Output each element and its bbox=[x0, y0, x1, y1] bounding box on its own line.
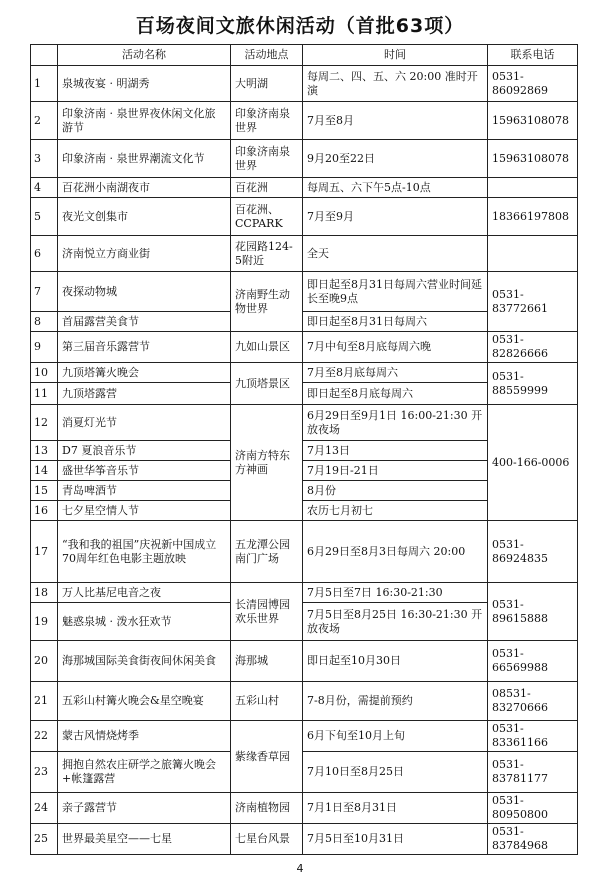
activity-time: 7月至9月 bbox=[303, 198, 488, 236]
activity-time: 全天 bbox=[303, 236, 488, 272]
table-header-row bbox=[31, 45, 578, 66]
activity-name: 七夕星空情人节 bbox=[58, 501, 231, 521]
activity-place: 九顶塔景区 bbox=[231, 363, 303, 405]
activity-place: 济南方特东方神画 bbox=[231, 405, 303, 521]
activity-phone: 0531-89615888 bbox=[488, 583, 578, 641]
activity-phone: 08531-83270666 bbox=[488, 682, 578, 721]
row-number: 21 bbox=[31, 682, 58, 721]
header-no bbox=[31, 45, 58, 66]
activity-phone: 0531-86924835 bbox=[488, 521, 578, 583]
activity-place: 海那城 bbox=[231, 641, 303, 682]
activity-phone: 0531-82826666 bbox=[488, 332, 578, 363]
activity-time: 7月5日至7日 16:30-21:30 bbox=[303, 583, 488, 603]
activity-place: 七星台风景 bbox=[231, 824, 303, 855]
activity-time: 7月1日至8月31日 bbox=[303, 793, 488, 824]
table-row bbox=[31, 236, 578, 272]
row-number: 4 bbox=[31, 178, 58, 198]
row-number: 13 bbox=[31, 441, 58, 461]
row-number: 1 bbox=[31, 66, 58, 102]
table-row bbox=[31, 363, 578, 383]
row-number: 8 bbox=[31, 312, 58, 332]
activity-name: 夜光文创集市 bbox=[58, 198, 231, 236]
activity-phone: 15963108078 bbox=[488, 102, 578, 140]
activity-phone: 0531-88559999 bbox=[488, 363, 578, 405]
activity-name: 青岛啤酒节 bbox=[58, 481, 231, 501]
table-row bbox=[31, 521, 578, 583]
activity-place: 紫缘香草园 bbox=[231, 721, 303, 793]
activity-name: 消夏灯光节 bbox=[58, 405, 231, 441]
row-number: 11 bbox=[31, 383, 58, 405]
activity-name: 印象济南 · 泉世界潮流文化节 bbox=[58, 140, 231, 178]
activity-name: 魅惑泉城 · 泼水狂欢节 bbox=[58, 603, 231, 641]
row-number: 17 bbox=[31, 521, 58, 583]
row-number: 23 bbox=[31, 752, 58, 793]
header-place: 活动地点 bbox=[231, 45, 303, 66]
activity-phone: 0531-83784968 bbox=[488, 824, 578, 855]
activity-phone: 0531-80950800 bbox=[488, 793, 578, 824]
activity-name: 五彩山村篝火晚会&星空晚宴 bbox=[58, 682, 231, 721]
table-row bbox=[31, 140, 578, 178]
table-row bbox=[31, 332, 578, 363]
activity-name: 第三届音乐露营节 bbox=[58, 332, 231, 363]
activity-place: 百花洲、CCPARK bbox=[231, 198, 303, 236]
activity-time: 7月至8月底每周六 bbox=[303, 363, 488, 383]
table-row bbox=[31, 405, 578, 441]
row-number: 19 bbox=[31, 603, 58, 641]
activity-name: 世界最美星空——七星 bbox=[58, 824, 231, 855]
activity-place: 印象济南泉世界 bbox=[231, 140, 303, 178]
activity-place: 五彩山村 bbox=[231, 682, 303, 721]
activity-place: 五龙潭公园南门广场 bbox=[231, 521, 303, 583]
page-title: 百场夜间文旅休闲活动（首批63项） bbox=[135, 15, 465, 37]
activity-name: 海那城国际美食街夜间休闲美食 bbox=[58, 641, 231, 682]
activity-time: 即日起至8月底每周六 bbox=[303, 383, 488, 405]
activity-time: 农历七月初七 bbox=[303, 501, 488, 521]
table-row bbox=[31, 66, 578, 102]
activity-time: 9月20至22日 bbox=[303, 140, 488, 178]
activity-time: 即日起至8月31日每周六 bbox=[303, 312, 488, 332]
activity-name: 盛世华筝音乐节 bbox=[58, 461, 231, 481]
activities-table bbox=[30, 44, 578, 855]
table-row bbox=[31, 102, 578, 140]
activity-name: 夜探动物城 bbox=[58, 272, 231, 312]
activity-time: 7月5日至10月31日 bbox=[303, 824, 488, 855]
activity-time: 7-8月份，需提前预约 bbox=[303, 682, 488, 721]
activity-place: 九如山景区 bbox=[231, 332, 303, 363]
activity-place: 大明湖 bbox=[231, 66, 303, 102]
activity-time: 7月5日至8月25日 16:30-21:30 开放夜场 bbox=[303, 603, 488, 641]
activity-phone: 18366197808 bbox=[488, 198, 578, 236]
row-number: 24 bbox=[31, 793, 58, 824]
activity-time: 即日起至10月30日 bbox=[303, 641, 488, 682]
table-row bbox=[31, 721, 578, 752]
row-number: 3 bbox=[31, 140, 58, 178]
row-number: 18 bbox=[31, 583, 58, 603]
row-number: 2 bbox=[31, 102, 58, 140]
activity-name: 亲子露营节 bbox=[58, 793, 231, 824]
activity-name: D7 夏浪音乐节 bbox=[58, 441, 231, 461]
activity-time: 7月至8月 bbox=[303, 102, 488, 140]
activity-time: 7月10日至8月25日 bbox=[303, 752, 488, 793]
table-row bbox=[31, 752, 578, 793]
activity-phone: 0531-83781177 bbox=[488, 752, 578, 793]
activity-time: 每周五、六下午5点-10点 bbox=[303, 178, 488, 198]
table-row bbox=[31, 178, 578, 198]
header-time: 时间 bbox=[303, 45, 488, 66]
activity-name: 首届露营美食节 bbox=[58, 312, 231, 332]
activity-name: 济南悦立方商业街 bbox=[58, 236, 231, 272]
table-row bbox=[31, 682, 578, 721]
row-number: 16 bbox=[31, 501, 58, 521]
activity-time: 6月29日至8月3日每周六 20:00 bbox=[303, 521, 488, 583]
activity-time: 每周二、四、五、六 20:00 准时开演 bbox=[303, 66, 488, 102]
activity-time: 7月中旬至8月底每周六晚 bbox=[303, 332, 488, 363]
activity-place: 花园路124-5附近 bbox=[231, 236, 303, 272]
activity-phone: 0531-86092869 bbox=[488, 66, 578, 102]
activity-name: 万人比基尼电音之夜 bbox=[58, 583, 231, 603]
activity-place: 济南植物园 bbox=[231, 793, 303, 824]
activity-phone bbox=[488, 178, 578, 198]
table-row bbox=[31, 583, 578, 603]
activity-phone bbox=[488, 236, 578, 272]
row-number: 15 bbox=[31, 481, 58, 501]
activity-place: 印象济南泉世界 bbox=[231, 102, 303, 140]
table-row bbox=[31, 198, 578, 236]
activity-name: 九顶塔篝火晚会 bbox=[58, 363, 231, 383]
activity-name: 泉城夜宴 · 明湖秀 bbox=[58, 66, 231, 102]
row-number: 12 bbox=[31, 405, 58, 441]
header-phone: 联系电话 bbox=[488, 45, 578, 66]
activity-name: 蒙古风情烧烤季 bbox=[58, 721, 231, 752]
activity-name: 印象济南 · 泉世界夜休闲文化旅游节 bbox=[58, 102, 231, 140]
header-name: 活动名称 bbox=[58, 45, 231, 66]
activity-time: 6月下旬至10月上旬 bbox=[303, 721, 488, 752]
activity-name: 九顶塔露营 bbox=[58, 383, 231, 405]
activity-time: 即日起至8月31日每周六营业时间延长至晚9点 bbox=[303, 272, 488, 312]
activity-place: 长清园博园欢乐世界 bbox=[231, 583, 303, 641]
activity-name: 百花洲小南湖夜市 bbox=[58, 178, 231, 198]
row-number: 20 bbox=[31, 641, 58, 682]
row-number: 25 bbox=[31, 824, 58, 855]
activity-time: 7月13日 bbox=[303, 441, 488, 461]
table-row bbox=[31, 793, 578, 824]
activity-time: 7月19日-21日 bbox=[303, 461, 488, 481]
activity-name: 拥抱自然农庄研学之旅篝火晚会+帐篷露营 bbox=[58, 752, 231, 793]
row-number: 6 bbox=[31, 236, 58, 272]
activity-phone: 0531-83361166 bbox=[488, 721, 578, 752]
page-number: 4 bbox=[296, 862, 304, 875]
table-row bbox=[31, 272, 578, 312]
row-number: 22 bbox=[31, 721, 58, 752]
activity-place: 百花洲 bbox=[231, 178, 303, 198]
activity-phone: 400-166-0006 bbox=[488, 405, 578, 521]
row-number: 9 bbox=[31, 332, 58, 363]
activity-phone: 0531-83772661 bbox=[488, 272, 578, 332]
activity-time: 8月份 bbox=[303, 481, 488, 501]
activity-place: 济南野生动物世界 bbox=[231, 272, 303, 332]
table-row bbox=[31, 824, 578, 855]
row-number: 7 bbox=[31, 272, 58, 312]
activity-phone: 0531-66569988 bbox=[488, 641, 578, 682]
row-number: 10 bbox=[31, 363, 58, 383]
activity-name: “我和我的祖国”庆祝新中国成立70周年红色电影主题放映 bbox=[58, 521, 231, 583]
row-number: 14 bbox=[31, 461, 58, 481]
activity-time: 6月29日至9月1日 16:00-21:30 开放夜场 bbox=[303, 405, 488, 441]
activity-phone: 15963108078 bbox=[488, 140, 578, 178]
table-row bbox=[31, 641, 578, 682]
row-number: 5 bbox=[31, 198, 58, 236]
